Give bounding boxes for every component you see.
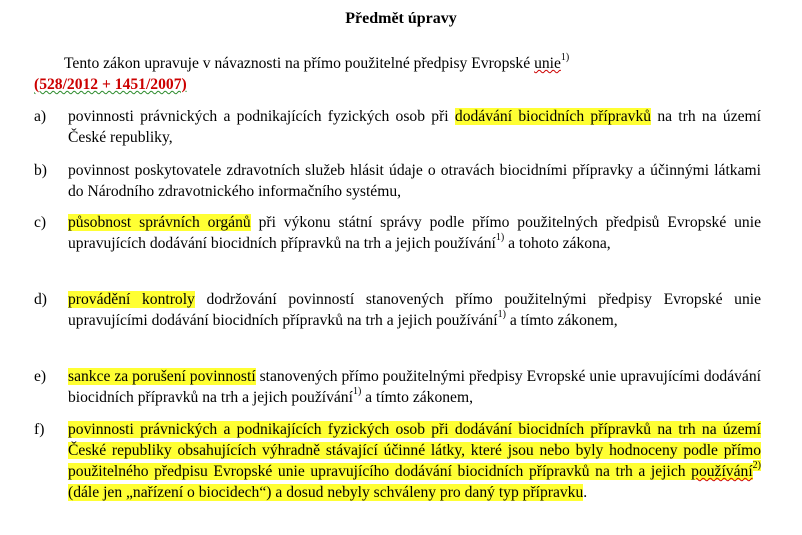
item-e-highlight: sankce za porušení povinností [68,368,256,385]
item-e-tail: a tímto zákonem, [361,389,474,406]
list-item-text [68,106,761,148]
footnote-ref: 1) [560,51,570,63]
item-c-highlight: působnost správních orgánů [68,214,251,231]
regulation-refs-text: (528/2012 + 1451/2007) [34,76,187,93]
list-letter: a) [34,108,47,125]
item-d-highlight: provádění kontroly [68,291,195,308]
regulation-refs [34,74,761,95]
list-item-c [34,212,761,254]
list-letter: c) [34,214,47,231]
footnote-ref: 1) [495,231,505,243]
list-item-f [34,419,761,503]
item-a-highlight: dodávání biocidních přípravků [454,108,652,125]
list-item-a [34,106,761,148]
intro-paragraph [34,53,761,95]
item-f-post: (dále jen „nařízení o biocidech“) a dosud nebyly schváleny pro daný typ přípravku [68,484,584,501]
intro-text: Tento zákon upravuje v návaznosti na přímo použitelné předpisy Evropské [64,55,535,72]
list-item-text [68,419,761,503]
intro-sentence [34,53,761,74]
list-item-text [68,289,761,331]
item-a-pre: povinnosti právnických a podnikajících fyzických osob při [68,108,455,125]
list-item-text: povinnost poskytovatele zdravotních služeb hlásit údaje o otravách biocidními přípravky a účinnými látkami do Národního zdravotnického informačního systému, [68,162,761,200]
section-title: Předmět úpravy [345,10,457,27]
list-item-text [68,212,761,254]
list-item-d [34,289,761,331]
footnote-ref: 1) [352,385,362,397]
item-e-post: stanovených přímo použitelnými předpisy Evropské unie upravujícími dodávání biocidních přípravků na trh a jejich používání [68,368,761,406]
item-c-tail: a tohoto zákona, [504,235,611,252]
item-f-end: . [583,484,588,501]
list-item-text [68,366,761,408]
list-letter: d) [34,291,47,308]
item-f-pre: povinnosti právnických a podnikajících fyzických osob při dodávání biocidních přípravků na trh na území České republiky obsahujících výhradně stávající účinné látky, které jsou nebo byly hodnoceny podle přímo použitelného předpisu Evropské unie upravujícího dodávání biocidních přípravků na trh a jejich [68,421,761,480]
list-item-e [34,366,761,408]
list-letter: f) [34,421,45,438]
footnote-ref: 2) [752,459,761,471]
item-f-word: používání [691,463,753,480]
item-d-tail: a tímto zákonem, [505,312,618,329]
list-letter: e) [34,368,47,385]
item-a-post: na trh na území České republiky, [68,108,761,146]
list-letter: b) [34,162,47,179]
item-c-post: při výkonu státní správy podle přímo použitelných předpisů Evropské unie upravujících dodávání biocidních přípravků na trh a jejich používání [68,214,761,252]
footnote-ref: 1) [497,308,506,320]
item-d-post: dodržování povinností stanovených přímo použitelnými předpisy Evropské unie upravujícími dodávání biocidních přípravků na trh a jejich používání [68,291,762,329]
intro-last-word: unie [534,55,561,72]
list-item-b [34,160,761,202]
